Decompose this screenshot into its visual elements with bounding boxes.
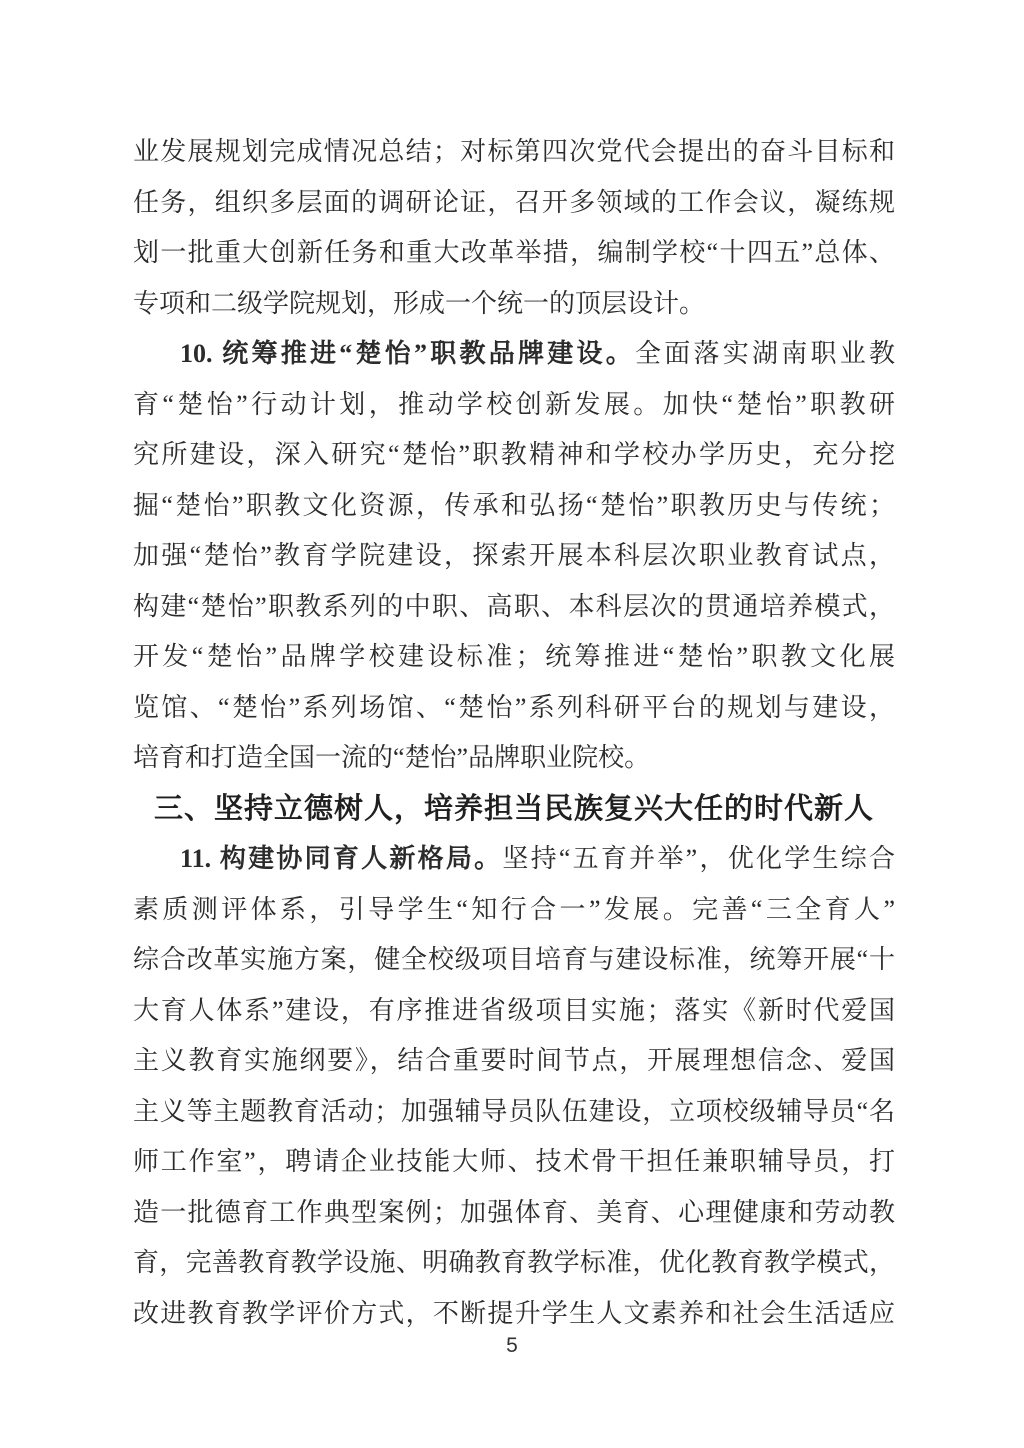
body-line: 主义教育实施纲要》，结合重要时间节点，开展理想信念、爱国 — [133, 1046, 895, 1075]
document-body — [133, 127, 895, 1339]
body-line: 加强“楚怡”教育学院建设，探索开展本科层次职业教育试点， — [133, 541, 895, 570]
paragraph-11-lead-rest: 坚持“五育并举”，优化学生综合 — [502, 844, 895, 873]
paragraph-10-heading: 10. 统筹推进“楚怡”职教品牌建设。 — [180, 339, 635, 368]
body-line: 改进教育教学评价方式，不断提升学生人文素养和社会生活适应 — [133, 1298, 895, 1328]
body-line: 览馆、“楚怡”系列场馆、“楚怡”系列科研平台的规划与建设， — [133, 692, 895, 722]
section-heading: 三、坚持立德树人，培养担当民族复兴大任的时代新人 — [153, 792, 874, 825]
body-line: 业发展规划完成情况总结；对标第四次党代会提出的奋斗目标和 — [133, 137, 895, 166]
paragraph-11-heading: 11. 构建协同育人新格局。 — [180, 844, 503, 873]
body-line: 造一批德育工作典型案例；加强体育、美育、心理健康和劳动教 — [133, 1197, 895, 1227]
paragraph-10-lead-line — [133, 329, 895, 380]
paragraph-11-lead-line — [133, 834, 895, 885]
paragraph-10-lead-rest: 全面落实湖南职业教 — [634, 339, 895, 368]
body-line: 育“楚怡”行动计划，推动学校创新发展。加快“楚怡”职教研 — [133, 389, 895, 419]
body-line: 素质测评体系，引导学生“知行合一”发展。完善“三全育人” — [133, 894, 895, 924]
page-number: 5 — [506, 1334, 518, 1357]
body-line: 构建“楚怡”职教系列的中职、高职、本科层次的贯通培养模式， — [133, 591, 895, 621]
body-line: 专项和二级学院规划，形成一个统一的顶层设计。 — [133, 288, 706, 318]
body-line: 大育人体系”建设，有序推进省级项目实施；落实《新时代爱国 — [133, 995, 895, 1025]
body-line: 开发“楚怡”品牌学校建设标准；统筹推进“楚怡”职教文化展 — [133, 642, 895, 671]
body-line: 师工作室”，聘请企业技能大师、技术骨干担任兼职辅导员，打 — [133, 1147, 895, 1176]
body-line: 掘“楚怡”职教文化资源，传承和弘扬“楚怡”职教历史与传统； — [133, 490, 895, 520]
body-line: 划一批重大创新任务和重大改革举措，编制学校“十四五”总体、 — [133, 238, 895, 267]
body-line: 究所建设，深入研究“楚怡”职教精神和学校办学历史，充分挖 — [133, 440, 895, 469]
body-line: 主义等主题教育活动；加强辅导员队伍建设，立项校级辅导员“名 — [133, 1096, 895, 1126]
body-line: 任务，组织多层面的调研论证，召开多领域的工作会议，凝练规 — [133, 187, 895, 217]
body-line: 培育和打造全国一流的“楚怡”品牌职业院校。 — [133, 743, 651, 772]
body-line: 育，完善教育教学设施、明确教育教学标准，优化教育教学模式， — [133, 1248, 895, 1277]
body-line: 综合改革实施方案，健全校级项目培育与建设标准，统筹开展“十 — [133, 945, 895, 974]
